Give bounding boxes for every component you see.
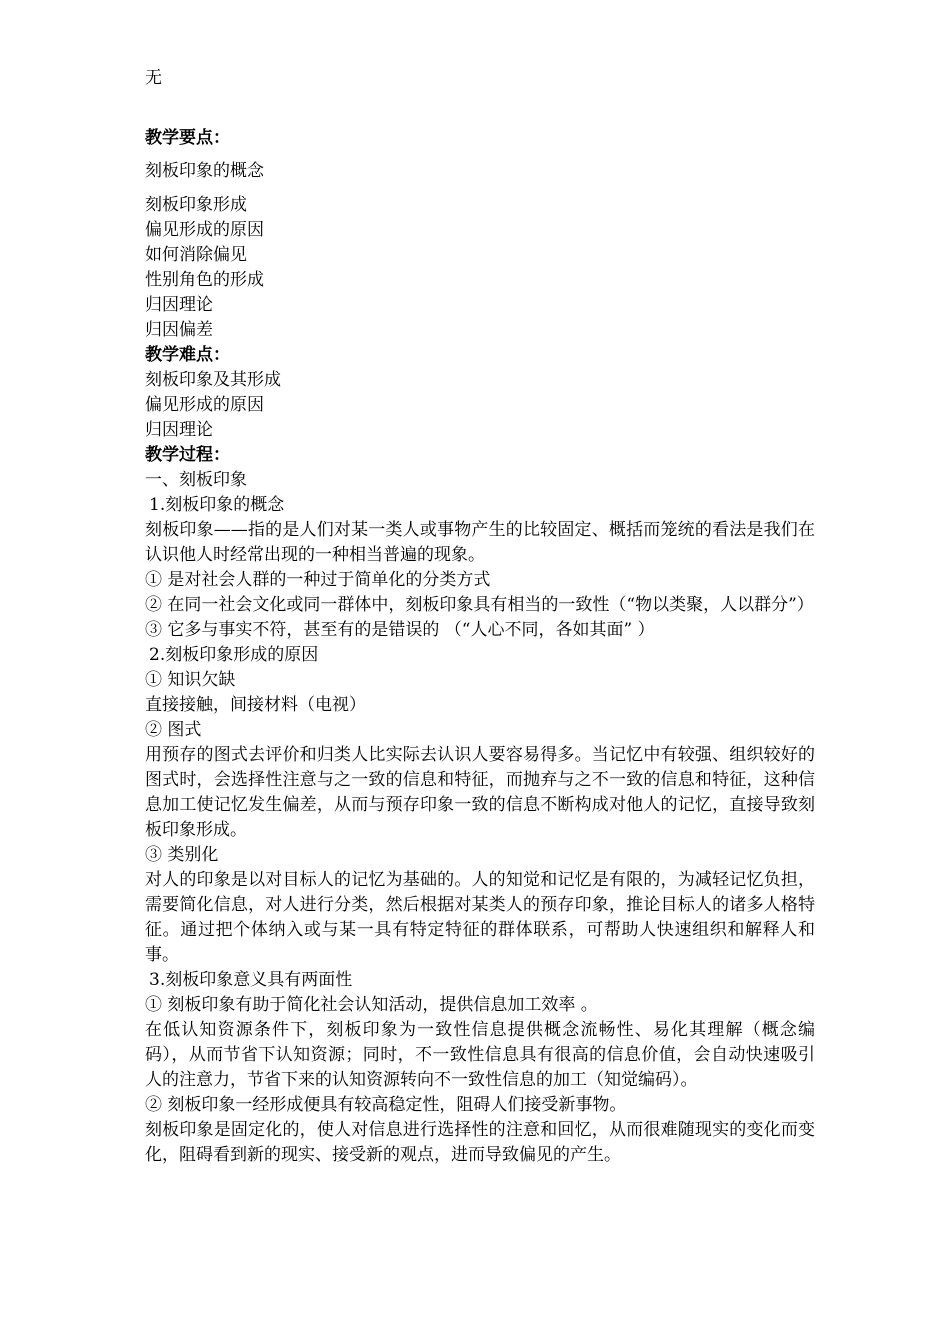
point-item: ③ 它多与事实不符，甚至有的是错误的 （“人心不同，各如其面” ） bbox=[145, 620, 655, 640]
point-item: ① 是对社会人群的一种过于简单化的分类方式 bbox=[145, 570, 491, 590]
cause-title: ③ 类别化 bbox=[145, 845, 219, 865]
key-point-item: 如何消除偏见 bbox=[145, 245, 247, 265]
meaning-text: 在低认知资源条件下，刻板印象为一致性信息提供概念流畅性、易化其理解（概念编码），从而节省下认知资源；同时，不一致性信息具有很高的信息价值，会自动快速吸引人的注意力，节省下来的认知资源转向不一致性信息的加工（知觉编码）。 bbox=[145, 1020, 815, 1090]
subsection-title: 1.刻板印象的概念 bbox=[149, 495, 285, 515]
key-point-item: 性别角色的形成 bbox=[145, 270, 264, 290]
cause-text: 直接接触，间接材料（电视） bbox=[145, 695, 366, 715]
cause-text: 用预存的图式去评价和归类人比实际去认识人要容易得多。当记忆中有较强、组织较好的图式时，会选择性注意与之一致的信息和特征，而抛弃与之不一致的信息和特征，这种信息加工使记忆发生偏差，从而与预存印象一致的信息不断构成对他人的记忆，直接导致刻板印象形成。 bbox=[145, 745, 815, 840]
meaning-title: ① 刻板印象有助于简化社会认知活动，提供信息加工效率 。 bbox=[145, 995, 598, 1015]
cause-title: ① 知识欠缺 bbox=[145, 670, 236, 690]
section-title: 一、刻板印象 bbox=[145, 470, 247, 490]
process-heading: 教学过程： bbox=[145, 445, 230, 465]
key-point-item: 归因偏差 bbox=[145, 320, 213, 340]
difficulty-item: 归因理论 bbox=[145, 420, 213, 440]
key-point-item: 刻板印象形成 bbox=[145, 195, 247, 215]
cause-title: ② 图式 bbox=[145, 720, 202, 740]
header-text: 无 bbox=[145, 68, 162, 88]
meaning-text: 刻板印象是固定化的，使人对信息进行选择性的注意和回忆，从而很难随现实的变化而变化，阻碍看到新的现实、接受新的观点，进而导致偏见的产生。 bbox=[145, 1120, 815, 1165]
difficulty-item: 偏见形成的原因 bbox=[145, 395, 264, 415]
key-point-item: 偏见形成的原因 bbox=[145, 220, 264, 240]
key-point-item: 刻板印象的概念 bbox=[145, 161, 264, 181]
point-item: ② 在同一社会文化或同一群体中，刻板印象具有相当的一致性（“物以类聚，人以群分”） bbox=[145, 595, 814, 615]
difficulties-heading: 教学难点： bbox=[145, 345, 230, 365]
subsection-title: 3.刻板印象意义具有两面性 bbox=[149, 970, 353, 990]
key-point-item: 归因理论 bbox=[145, 295, 213, 315]
key-points-heading: 教学要点： bbox=[145, 128, 230, 148]
content-flow bbox=[145, 193, 815, 1168]
definition-paragraph: 刻板印象——指的是人们对某一类人或事物产生的比较固定、概括而笼统的看法是我们在认识他人时经常出现的一种相当普遍的现象。 bbox=[145, 520, 815, 565]
cause-text: 对人的印象是以对目标人的记忆为基础的。人的知觉和记忆是有限的，为减轻记忆负担，需要简化信息，对人进行分类，然后根据对某类人的预存印象，推论目标人的诸多人格特征。通过把个体纳入或与某一具有特定特征的群体联系，可帮助人快速组织和解释人和事。 bbox=[145, 870, 815, 965]
difficulty-item: 刻板印象及其形成 bbox=[145, 370, 281, 390]
meaning-title: ② 刻板印象一经形成便具有较高稳定性，阻碍人们接受新事物。 bbox=[145, 1095, 627, 1115]
subsection-title: 2.刻板印象形成的原因 bbox=[149, 645, 319, 665]
